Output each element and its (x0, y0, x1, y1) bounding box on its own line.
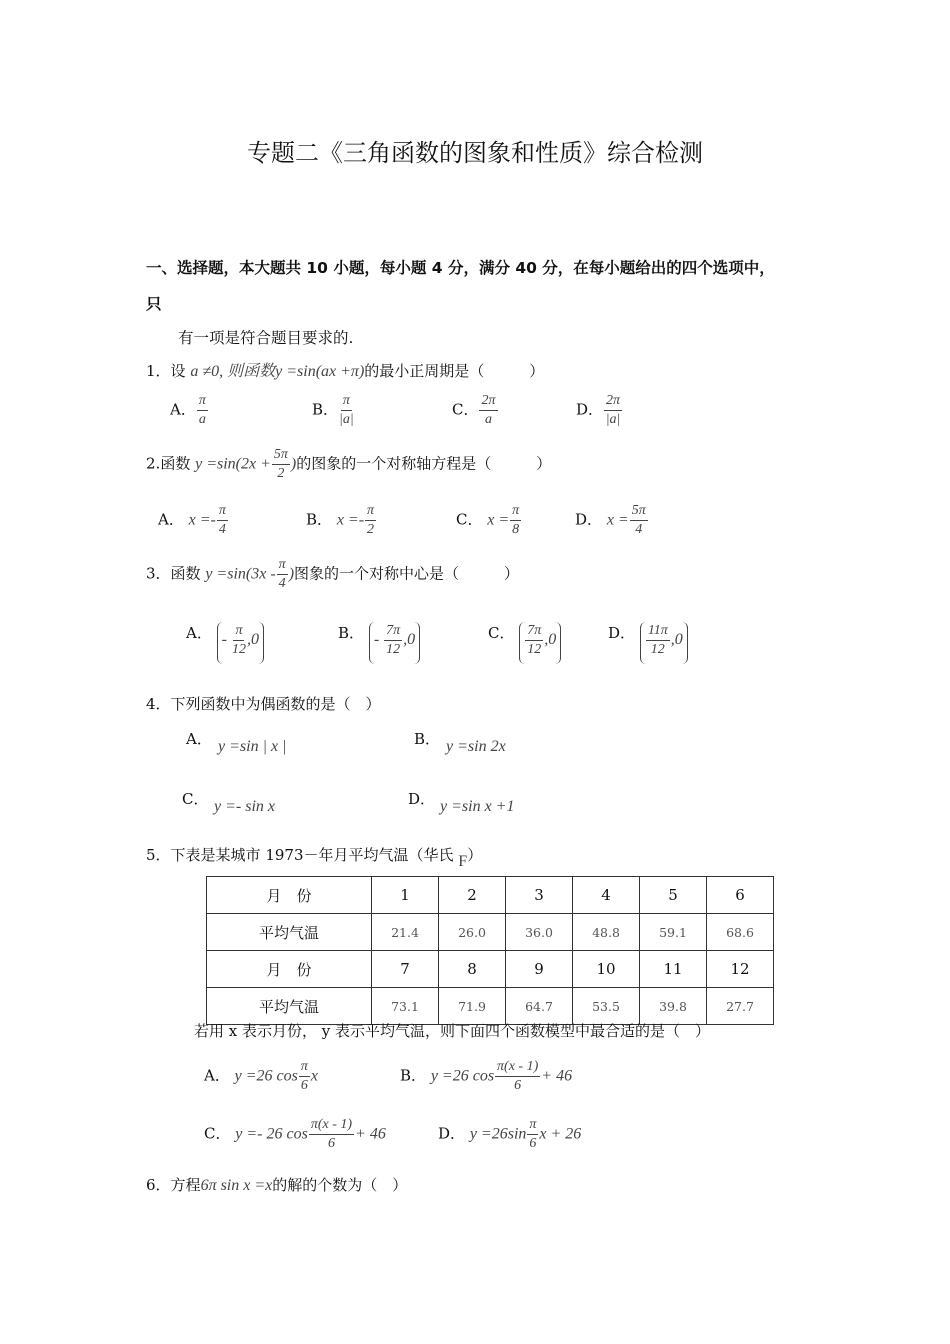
question-2: 2.函数 y =sin(2x + $\frac{5\pi}{2}$ )的图象的一个对称轴方程是（ ） (146, 447, 552, 481)
q1-option-b[interactable]: B． $\frac{\pi}{|a|}$ (312, 393, 354, 427)
table-cell: 21.4 (372, 914, 439, 951)
table-row (207, 914, 774, 951)
q2-option-d[interactable]: D． x = $\frac{5\pi}{4}$ (575, 503, 646, 537)
table-cell: 39.8 (640, 988, 707, 1025)
q5-option-c[interactable]: C． y =- 26 cos $\frac{\pi(x - 1)}{6}$ + 46 (204, 1117, 386, 1151)
q1-option-a[interactable]: A． $\frac{\pi}{a}$ (170, 393, 206, 427)
temperature-table (206, 876, 774, 1025)
table-cell: 6 (707, 877, 774, 914)
section-heading-cont: 只 (146, 295, 162, 313)
table-cell: 53.5 (573, 988, 640, 1025)
table-row (207, 877, 774, 914)
q4-option-a-label[interactable]: A． (186, 730, 212, 748)
month-header: 月 份 (207, 951, 372, 988)
q3-option-c[interactable]: C． $\frac{7\pi}{12}$ ,0 (488, 622, 561, 664)
q3-option-b[interactable]: B． - $\frac{7\pi}{12}$ ,0 (338, 622, 420, 664)
table-cell: 3 (506, 877, 573, 914)
q3-option-a[interactable]: A． - $\frac{\pi}{12}$ ,0 (186, 622, 264, 664)
question-3: 3．函数 y =sin(3x - $\frac{\pi}{4}$ )图象的一个对称中心是（ ） (146, 557, 520, 591)
q5-option-b[interactable]: B． y =26 cos $\frac{\pi(x - 1)}{6}$ + 46 (400, 1059, 573, 1093)
table-cell: 71.9 (439, 988, 506, 1025)
q4-option-c-label[interactable]: C． (182, 790, 209, 808)
table-cell: 2 (439, 877, 506, 914)
temp-header: 平均气温 (207, 914, 372, 951)
table-cell: 26.0 (439, 914, 506, 951)
q5-option-a[interactable]: A． y =26 cos $\frac{\pi}{6}$ x (204, 1059, 318, 1093)
q1-option-c[interactable]: C． $\frac{2\pi}{a}$ (452, 393, 496, 427)
q4-option-d-label[interactable]: D． (408, 790, 436, 808)
table-cell: 27.7 (707, 988, 774, 1025)
q2-option-a[interactable]: A． x =- $\frac{\pi}{4}$ (158, 503, 226, 537)
temp-header: 平均气温 (207, 988, 372, 1025)
table-cell: 4 (573, 877, 640, 914)
table-cell: 64.7 (506, 988, 573, 1025)
month-header: 月 份 (207, 877, 372, 914)
table-cell: 1 (372, 877, 439, 914)
q4-option-a-expr: y =sin | x | (218, 738, 287, 755)
q1-option-d[interactable]: D． $\frac{2\pi}{|a|}$ (576, 393, 621, 427)
table-cell: 73.1 (372, 988, 439, 1025)
page-title: 专题二《三角函数的图象和性质》综合检测 (247, 139, 703, 167)
question-5-prompt: 若用 x 表示月份， y 表示平均气温，则下面四个函数模型中最合适的是（ ） (194, 1022, 711, 1040)
table-cell: 11 (640, 951, 707, 988)
table-cell: 5 (640, 877, 707, 914)
table-cell: 9 (506, 951, 573, 988)
q2-option-c[interactable]: C． x = $\frac{\pi}{8}$ (456, 503, 520, 537)
section-heading: 一、选择题，本大题共 10 小题，每小题 4 分，满分 40 分，在每小题给出的四个选项中， (146, 259, 775, 277)
q4-option-c-expr: y =- sin x (214, 798, 275, 815)
table-row (207, 951, 774, 988)
table-row (207, 988, 774, 1025)
table-cell: 48.8 (573, 914, 640, 951)
table-cell: 68.6 (707, 914, 774, 951)
q4-option-d-expr: y =sin x +1 (440, 798, 515, 815)
question-6: 6．方程6π sin x =x的解的个数为（ ） (146, 1176, 408, 1194)
question-5: 5．下表是某城市 1973－年月平均气温（华氏 F） (146, 846, 483, 870)
q4-option-b-expr: y =sin 2x (446, 738, 506, 755)
q5-option-d[interactable]: D． y =26sin $\frac{\pi}{6}$ x + 26 (438, 1117, 582, 1151)
table-cell: 8 (439, 951, 506, 988)
table-cell: 12 (707, 951, 774, 988)
section-heading-cont2: 有一项是符合题目要求的. (178, 329, 354, 347)
table-cell: 10 (573, 951, 640, 988)
q2-option-b[interactable]: B． x =- $\frac{\pi}{2}$ (306, 503, 375, 537)
table-cell: 59.1 (640, 914, 707, 951)
q4-option-b-label[interactable]: B． (414, 730, 441, 748)
question-4: 4．下列函数中为偶函数的是（ ） (146, 695, 381, 713)
question-1: 1．设 a ≠0, 则函数y =sin(ax +π)的最小正周期是（ ） (146, 362, 545, 380)
table-cell: 36.0 (506, 914, 573, 951)
q3-option-d[interactable]: D． $\frac{11\pi}{12}$ ,0 (608, 622, 688, 664)
table-cell: 7 (372, 951, 439, 988)
